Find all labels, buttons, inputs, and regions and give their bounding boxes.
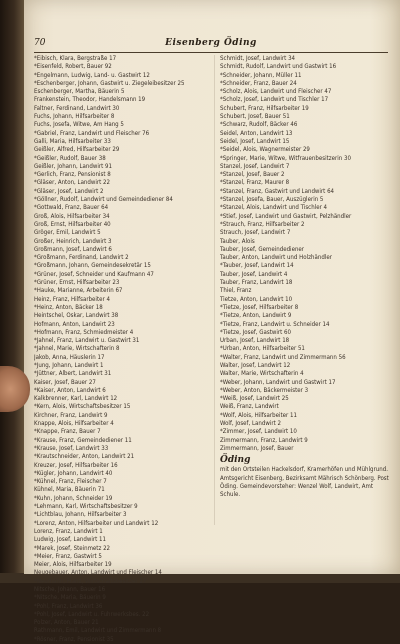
directory-entry: Großer, Heinrich, Landwirt 3 [34, 237, 112, 245]
directory-entry: Thiel, Franz [220, 287, 252, 295]
directory-entry: *Strauch, Franz, Hilfsarbeiter 2 [220, 220, 305, 228]
page-header [34, 38, 388, 52]
directory-entry: Fuchs, Josefa, Witwe, Am Hang 5 [34, 121, 124, 129]
directory-entry: Stanzel, Josef, Landwirt 7 [220, 162, 290, 170]
directory-entry: *Wolf, Alois, Hilfsarbeiter 11 [220, 411, 298, 419]
directory-entry: Zimmermann, Franz, Landwirt 9 [220, 436, 308, 444]
directory-entry: *Stanzel, Josefa, Bauer, Auszüglerin 5 [220, 196, 324, 204]
directory-entry: Schubert, Franz, Hilfsarbeiter 19 [220, 104, 309, 112]
directory-entry: *Schneider, Franz, Bauer 24 [220, 79, 297, 87]
directory-entry: *Krause, Franz, Gemeindediener 11 [34, 436, 132, 444]
section-text: mit den Ortsteilen Hackelsdorf, Kramerhöfen und Mühlgrund. Amtsgericht Eisenberg, Bezirksamt Mährisch Schönberg. Post Öding. Gemeindevorsteher: Wenzel Wolf, Landwirt, Amt Schule. [220, 466, 389, 499]
directory-entry: *Eschenberger, Johann, Gastwirt u. Ziegeleibesitzer 25 [34, 79, 185, 87]
directory-entry: Walter, Marie, Wirtschafterin 4 [220, 370, 304, 378]
directory-entry: Strauch, Josef, Landwirt 7 [220, 229, 291, 237]
directory-entry: *Krause, Josef, Landwirt 33 [34, 444, 109, 452]
directory-entry: *Gottwald, Franz, Bauer 64 [34, 204, 109, 212]
directory-entry: *Großmann, Johann, Gemeindesekretär 15 [34, 262, 151, 270]
directory-entry: Wolf, Josef, Landwirt 2 [220, 420, 281, 428]
column-divider [214, 55, 215, 525]
directory-entry: *Jahnel, Franz, Landwirt u. Gastwirt 31 [34, 337, 140, 345]
left-column [34, 55, 212, 644]
directory-entry: Gröger, Emil, Landwirt 5 [34, 229, 101, 237]
directory-entry: Tauber, Josef, Landwirt 4 [220, 270, 288, 278]
directory-entry: *Urban, Anton, Hilfsarbeiter 51 [220, 345, 305, 353]
directory-entry: *Rösner, Franz, Pensionist 35 [34, 635, 114, 643]
directory-entry: *Tauber, Josef, Landwirt 14 [220, 262, 294, 270]
directory-entry: *Jüttner, Albert, Landwirt 31 [34, 370, 112, 378]
directory-entry: Seidel, Josef, Landwirt 15 [220, 137, 290, 145]
directory-entry: Kaiser, Josef, Bauer 27 [34, 378, 96, 386]
directory-entry: *Scholz, Josef, Landwirt und Tischler 17 [220, 96, 329, 104]
directory-entry: Tauber, Anton, Landwirt und Holzhändler [220, 254, 332, 262]
directory-entry: *Pohl, Josef, Landwirt u. Fuhrwerksbes. 22 [34, 610, 150, 618]
directory-entry: *Krautschneider, Anton, Landwirt 21 [34, 453, 135, 461]
directory-entry: *Tietze, Josef, Hilfsarbeiter 8 [220, 303, 299, 311]
directory-entry: Urban, Josef, Landwirt 18 [220, 337, 290, 345]
directory-entry: Meier, Alois, Hilfsarbeiter 19 [34, 561, 112, 569]
directory-entry: Walter, Josef, Landwirt 12 [220, 361, 291, 369]
directory-entry: Schubert, Josef, Bauer 51 [220, 113, 290, 121]
directory-entry: *Kügler, Johann, Landwirt 40 [34, 469, 113, 477]
directory-entry: Knappe, Alois, Hilfsarbeiter 4 [34, 420, 114, 428]
directory-entry: *Göllner, Rudolf, Landwirt und Gemeindediener 84 [34, 196, 173, 204]
directory-entry: Neugebauer, Anton, Landwirt und Fleischer 14 [34, 569, 162, 577]
directory-entry: Rathmann, Emil, Landwirt und Zimmermann 8 [34, 627, 162, 635]
directory-entry: *Seidel, Alois, Wagnermeister 29 [220, 146, 310, 154]
directory-entry: *Weber, Johann, Landwirt und Gastwirt 17 [220, 378, 336, 386]
book-gutter [0, 0, 26, 583]
directory-entry: *Weiß, Josef, Landwirt 25 [220, 395, 289, 403]
directory-entry: *Nitsche, Maria, Bäuerin 9 [34, 594, 106, 602]
directory-entry: Seidel, Anton, Landwirt 13 [220, 129, 293, 137]
directory-entry: Groß, Alois, Hilfsarbeiter 34 [34, 212, 110, 220]
directory-entry: Schmidt, Josef, Landwirt 34 [220, 55, 296, 62]
directory-entry: *Tietze, Anton, Landwirt 9 [220, 312, 292, 320]
directory-entry: Frankenstein, Theodor, Handelsmann 19 [34, 96, 146, 104]
directory-entry: Zimmermann, Josef, Bauer [220, 444, 294, 452]
directory-entry: *Engelmann, Ludwig, Land- u. Gastwirt 12 [34, 71, 150, 79]
directory-entry: Schmidt, Rudolf, Landwirt und Gastwirt 16 [220, 63, 337, 71]
directory-entry: Kühnel, Maria, Bäuerin 71 [34, 486, 105, 494]
directory-entry: Faltner, Ferdinand, Landwirt 30 [34, 104, 120, 112]
directory-entry: *Hauke, Marianne, Arbeiterin 67 [34, 287, 123, 295]
directory-entry: Polzer, Anton, Bauer 21 [34, 619, 99, 627]
directory-entry: *Jahnel, Marie, Wirtschafterin 8 [34, 345, 120, 353]
directory-entry: *Stanzel, Franz, Gastwirt und Landwirt 64 [220, 187, 335, 195]
directory-page [24, 0, 400, 643]
directory-entry: *Walter, Franz, Landwirt und Zimmermann 56 [220, 353, 346, 361]
page-number: 70 [34, 38, 46, 48]
directory-entry: *Lichtblau, Johann, Hilfsarbeiter 3 [34, 511, 127, 519]
directory-entry: *Kühnel, Franz, Fleischer 7 [34, 478, 107, 486]
running-head: Eisenberg Öding [165, 38, 257, 48]
directory-entry: *Gabriel, Franz, Landwirt und Fleischer 76 [34, 129, 150, 137]
directory-entry: Galli, Maria, Hilfsarbeiter 33 [34, 137, 111, 145]
directory-entry: *Zimmer, Josef, Landwirt 10 [220, 428, 297, 436]
directory-entry: Tauber, Alois [220, 237, 255, 245]
directory-entry: *Stanzel, Josef, Bauer 2 [220, 171, 285, 179]
directory-entry: Heinz, Franz, Hilfsarbeiter 4 [34, 295, 110, 303]
directory-entry: Hofmann, Anton, Landwirt 23 [34, 320, 115, 328]
directory-entry: Eschenberger, Martha, Bäuerin 5 [34, 88, 125, 96]
directory-entry: *Knappe, Franz, Bauer 7 [34, 428, 101, 436]
directory-entry: *Springer, Marie, Witwe, Witfrauenbesitzerin 30 [220, 154, 351, 162]
directory-entry: *Tietze, Josef, Gastwirt 60 [220, 328, 292, 336]
directory-entry: *Gläser, Josef, Landwirt 2 [34, 187, 104, 195]
directory-entry: *Stanzel, Alois, Landwirt und Tischler 4 [220, 204, 328, 212]
directory-entry: Weiß, Franz, Landwirt [220, 403, 279, 411]
directory-entry: *Eibisch, Klara, Bergstraße 17 [34, 55, 117, 62]
directory-entry: *Marek, Josef, Steinmetz 22 [34, 544, 111, 552]
directory-entry: *Kaiser, Anton, Landwirt 6 [34, 386, 106, 394]
directory-entry: Kalkbrenner, Karl, Landwirt 12 [34, 395, 118, 403]
directory-entry: Kreuzer, Josef, Hilfsarbeiter 16 [34, 461, 118, 469]
directory-entry: Tauber, Franz, Landwirt 18 [220, 279, 293, 287]
directory-entry: Geißler, Johann, Landwirt 91 [34, 162, 112, 170]
directory-entry: *Großmann, Ferdinand, Landwirt 2 [34, 254, 129, 262]
directory-entry: Jakob, Anna, Häuslerin 17 [34, 353, 105, 361]
directory-entry: Lorenz, Franz, Landwirt 1 [34, 527, 103, 535]
directory-entry: *Pohl, Franz, Landwirt 36 [34, 602, 103, 610]
directory-entry: *Grüner, Josef, Schneider und Kaufmann 47 [34, 270, 154, 278]
directory-entry: Nitsche, Johann, Bauer 16 [34, 586, 106, 593]
directory-entry: Heintschel, Oskar, Landwirt 38 [34, 312, 119, 320]
directory-entry: *Kuhn, Johann, Schneider 19 [34, 494, 113, 502]
directory-entry: *Stief, Josef, Landwirt und Gastwirt, Pelzhändler [220, 212, 352, 220]
directory-entry: Groß, Ernst, Hilfsarbeiter 40 [34, 220, 111, 228]
directory-entry: *Grüner, Ernst, Hilfsarbeiter 23 [34, 279, 120, 287]
directory-entry: Großmann, Josef, Landwirt 6 [34, 245, 112, 253]
directory-entry: *Gläser, Anton, Landwirt 22 [34, 179, 111, 187]
directory-entry: Kirchner, Franz, Landwirt 9 [34, 411, 108, 419]
directory-entry: *Stanzel, Franz, Maurer 8 [220, 179, 290, 187]
directory-entry: Fuchs, Johann, Hilfsarbeiter 8 [34, 113, 115, 121]
directory-entry: *Geißler, Rudolf, Bauer 38 [34, 154, 106, 162]
directory-entry: Geißler, Alfred, Hilfsarbeiter 29 [34, 146, 120, 154]
directory-entry: *Lorenz, Anton, Hilfsarbeiter und Landwirt 12 [34, 519, 159, 527]
directory-entry: *Hofmann, Franz, Schmiedmeister 4 [34, 328, 134, 336]
directory-entry: *Schwarz, Rudolf, Bäcker 46 [220, 121, 298, 129]
directory-entry: *Kern, Alois, Wirtschaftsbesitzer 15 [34, 403, 131, 411]
directory-entry: *Heinz, Anton, Bäcker 18 [34, 303, 103, 311]
directory-entry: Tauber, Josef, Gemeindediener [220, 245, 305, 253]
directory-entry: *Tietze, Franz, Landwirt u. Schneider 14 [220, 320, 330, 328]
directory-entry: *Meier, Franz, Gastwirt 5 [34, 552, 102, 560]
directory-entry: *Schneider, Johann, Müller 11 [220, 71, 302, 79]
directory-entry: *Eisenfeld, Robert, Bauer 92 [34, 63, 112, 71]
directory-entry: *Scholz, Alois, Landwirt und Fleischer 47 [220, 88, 332, 96]
section-title: Öding [220, 455, 251, 466]
directory-entry: Tietze, Anton, Landwirt 10 [220, 295, 293, 303]
directory-entry: *Weber, Anton, Bäckermeister 3 [220, 386, 309, 394]
directory-entry: *Gerlich, Franz, Pensionist 8 [34, 171, 111, 179]
directory-entry: *Jung, Johann, Landwirt 1 [34, 361, 104, 369]
header-rule [34, 52, 388, 53]
directory-entry: *Lehmann, Karl, Wirtschaftsbesitzer 9 [34, 503, 138, 511]
directory-entry: *Neumann, Franz, Wirtschaftsbesitzer 27 [34, 577, 147, 585]
right-column [220, 55, 390, 499]
directory-entry: Ludwig, Josef, Landwirt 11 [34, 536, 106, 544]
